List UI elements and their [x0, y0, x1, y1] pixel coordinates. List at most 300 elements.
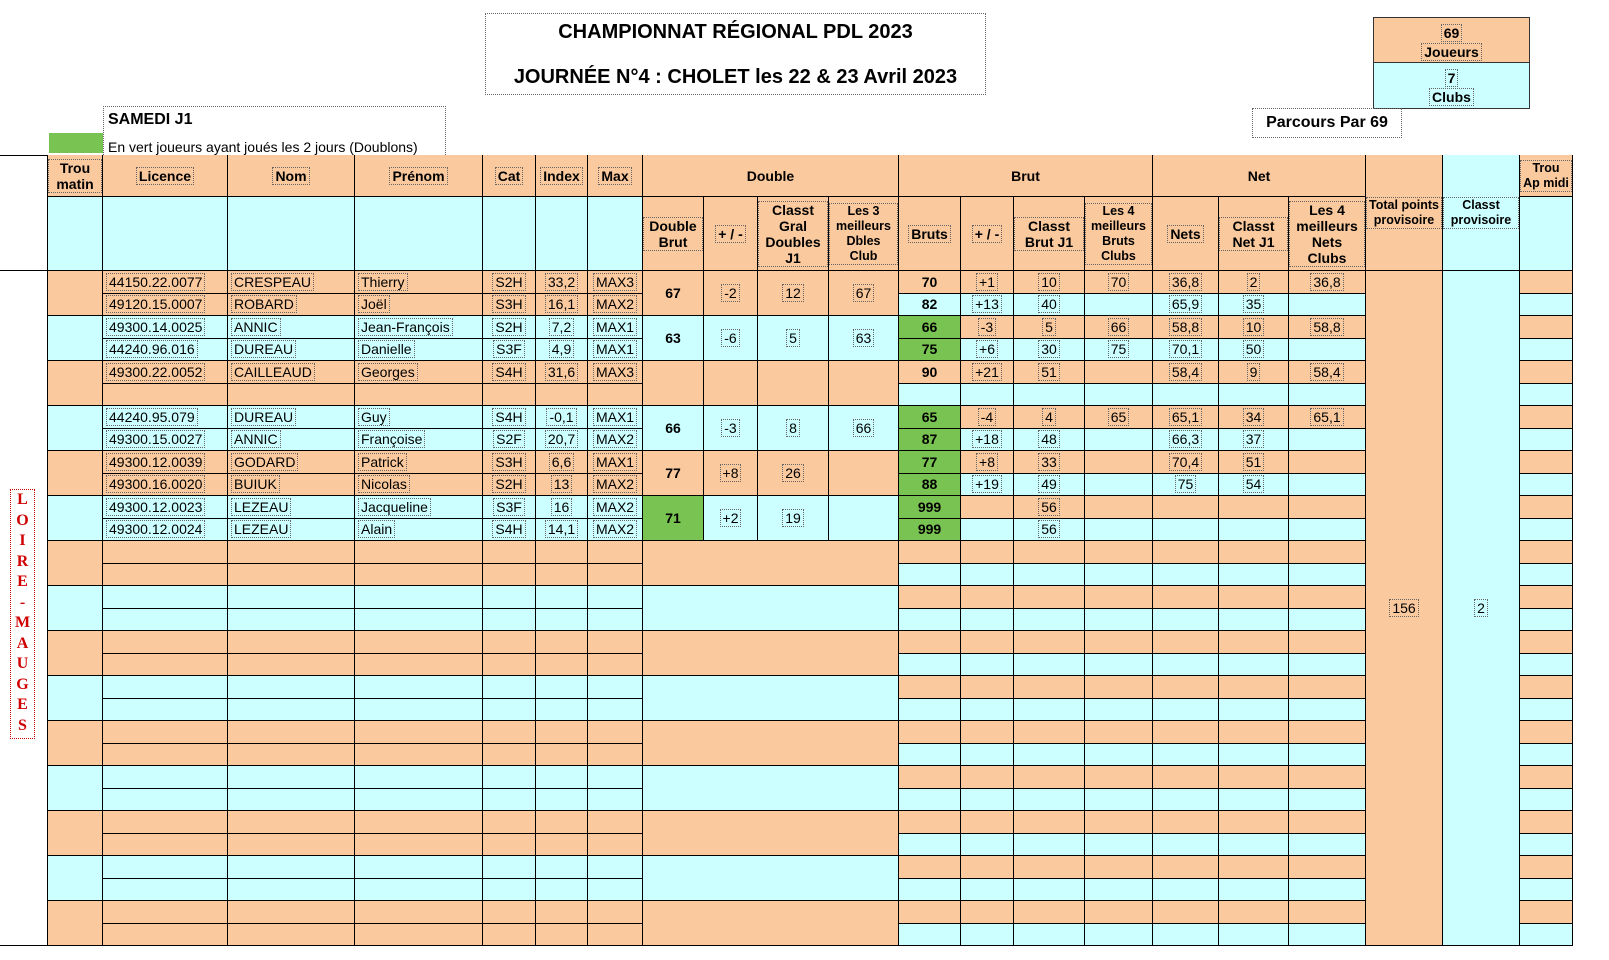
player-bruts: [899, 879, 961, 902]
player-nets: [1153, 384, 1219, 407]
double-classt: [758, 271, 829, 316]
player-cat: [483, 834, 536, 857]
player-nets: [1153, 564, 1219, 587]
player-cat-value: S2H: [492, 318, 525, 336]
trou-matin-cell: [48, 496, 103, 541]
trou-matin-cell: [48, 361, 103, 406]
player-brut-pm: [961, 924, 1014, 947]
event-subtitle: JOURNÉE N°4 : CHOLET les 22 & 23 Avril 2023: [513, 66, 958, 88]
player-licence-value: 49120.15.0007: [106, 295, 205, 313]
player-licence: [103, 834, 228, 857]
player-nom-value: BUIUK: [231, 475, 280, 493]
player-best4-brut: [1085, 721, 1153, 744]
player-prenom-value: Jacqueline: [358, 498, 431, 516]
player-cat: [483, 361, 536, 384]
player-index: [536, 316, 588, 339]
player-index-value: 16: [551, 498, 573, 516]
player-licence: [103, 586, 228, 609]
player-max: [588, 564, 643, 587]
trou-matin-cell: [48, 901, 103, 946]
player-prenom: [355, 541, 483, 564]
player-index-value: 14,1: [545, 520, 578, 538]
player-best4-brut: [1085, 699, 1153, 722]
player-bruts: [899, 721, 961, 744]
player-cat: [483, 541, 536, 564]
player-best4-net: [1289, 856, 1366, 879]
player-bruts: 87: [899, 429, 961, 452]
player-nom-value: LEZEAU: [231, 498, 291, 516]
player-best4-brut: [1085, 766, 1153, 789]
side-label-letter: A: [16, 634, 29, 652]
hdr-class-provisoire: [1443, 155, 1520, 271]
player-best4-net-value: 65,1: [1310, 408, 1343, 426]
player-best4-brut: [1085, 901, 1153, 924]
hdr-class-brut-value: Classt Brut J1: [1014, 217, 1084, 251]
player-max-value: MAX1: [593, 453, 637, 471]
trou-matin-cell: [48, 451, 103, 496]
trou-apmidi-cell: [1520, 406, 1573, 429]
player-best4-net: [1289, 654, 1366, 677]
player-max: [588, 429, 643, 452]
player-max: [588, 789, 643, 812]
double-best3: [829, 316, 899, 361]
player-best4-brut: [1085, 789, 1153, 812]
player-brut-pm: [961, 609, 1014, 632]
player-prenom-value: Thierry: [358, 273, 408, 291]
hdr-trou-apmidi-value: Trou Ap midi: [1520, 160, 1572, 192]
player-nets: [1153, 676, 1219, 699]
hdr-bruts-value: Bruts: [908, 225, 951, 243]
player-nom: [228, 316, 355, 339]
player-licence: [103, 316, 228, 339]
double-classt: [758, 361, 829, 406]
player-nets: [1153, 834, 1219, 857]
double-best3: [829, 361, 899, 406]
player-best4-brut: [1085, 879, 1153, 902]
hdr-best4-bruts-value: Les 4 meilleurs Bruts Clubs: [1085, 203, 1152, 265]
trou-matin-cell: [48, 766, 103, 811]
player-max: [588, 316, 643, 339]
player-class-net: [1219, 541, 1289, 564]
player-prenom: [355, 361, 483, 384]
player-nom: [228, 789, 355, 812]
player-prenom: [355, 901, 483, 924]
hdr-double-brut-value: Double Brut: [643, 217, 703, 251]
player-bruts: [899, 924, 961, 947]
player-licence-value: 49300.15.0027: [106, 430, 205, 448]
double-classt: [758, 451, 829, 496]
player-max-value: MAX2: [593, 430, 637, 448]
player-nom-value: LEZEAU: [231, 520, 291, 538]
player-nom: [228, 676, 355, 699]
player-nom: [228, 744, 355, 767]
player-brut-pm: [961, 294, 1014, 317]
player-class-brut: [1014, 699, 1085, 722]
player-nets: [1153, 271, 1219, 294]
player-bruts: [899, 699, 961, 722]
player-brut-pm-value: +13: [972, 295, 1002, 313]
player-best4-brut: [1085, 541, 1153, 564]
double-pm-value: -2: [721, 284, 739, 302]
player-best4-brut: [1085, 924, 1153, 947]
player-index: [536, 361, 588, 384]
player-class-net: [1219, 586, 1289, 609]
player-brut-pm-value: +6: [976, 340, 998, 358]
player-prenom: [355, 699, 483, 722]
trou-apmidi-cell: [1520, 721, 1573, 744]
double-best3-value: 66: [853, 419, 875, 437]
player-max: [588, 766, 643, 789]
player-prenom: [355, 721, 483, 744]
player-bruts: [899, 811, 961, 834]
player-best4-brut: [1085, 834, 1153, 857]
player-prenom: [355, 586, 483, 609]
trou-matin-cell: [48, 586, 103, 631]
side-label-letter: G: [16, 675, 29, 693]
player-class-net: [1219, 384, 1289, 407]
player-nets: [1153, 789, 1219, 812]
player-class-brut: [1014, 541, 1085, 564]
player-prenom: [355, 451, 483, 474]
player-prenom: [355, 429, 483, 452]
player-cat: [483, 586, 536, 609]
player-max-value: MAX2: [593, 295, 637, 313]
player-best4-net: [1289, 901, 1366, 924]
player-class-brut-value: 40: [1038, 295, 1060, 313]
player-prenom: [355, 564, 483, 587]
player-cat: [483, 879, 536, 902]
hdr-max: [588, 155, 643, 197]
player-prenom-value: Danielle: [358, 340, 415, 358]
double-classt-value: 8: [786, 419, 800, 437]
player-class-brut: [1014, 339, 1085, 362]
player-best4-net: [1289, 474, 1366, 497]
player-class-net: [1219, 474, 1289, 497]
hdr-class-gral-doubles: [758, 197, 829, 271]
player-licence: [103, 901, 228, 924]
player-class-net-value: 37: [1243, 430, 1265, 448]
double-classt-value: 5: [786, 329, 800, 347]
player-nom: [228, 564, 355, 587]
hdr-nets: [1153, 197, 1219, 271]
hdr-class-gral-doubles-value: Classt Gral Doubles J1: [758, 201, 828, 267]
player-prenom: [355, 406, 483, 429]
player-licence-value: 44150.22.0077: [106, 273, 205, 291]
double-empty: [643, 811, 899, 856]
player-class-brut: [1014, 384, 1085, 407]
player-bruts: [899, 609, 961, 632]
trou-apmidi-cell: [1520, 541, 1573, 564]
player-class-net: [1219, 699, 1289, 722]
player-best4-brut: [1085, 361, 1153, 384]
player-index: [536, 429, 588, 452]
player-index-value: 16,1: [545, 295, 578, 313]
player-class-brut: [1014, 856, 1085, 879]
hdr-total-points: [1366, 155, 1443, 271]
player-brut-pm: [961, 564, 1014, 587]
player-bruts: 82: [899, 294, 961, 317]
double-best3: [829, 271, 899, 316]
player-best4-brut: [1085, 451, 1153, 474]
player-best4-brut-value: 65: [1108, 408, 1130, 426]
player-best4-net: [1289, 789, 1366, 812]
player-class-net-value: 34: [1243, 408, 1265, 426]
player-index: [536, 294, 588, 317]
player-licence-value: 49300.12.0024: [106, 520, 205, 538]
player-class-brut-value: 33: [1038, 453, 1060, 471]
player-nom: [228, 586, 355, 609]
player-index: [536, 496, 588, 519]
player-prenom-value: Françoise: [358, 430, 425, 448]
player-nom: [228, 609, 355, 632]
hdr-index: [536, 155, 588, 197]
trou-apmidi-cell: [1520, 451, 1573, 474]
player-max: [588, 676, 643, 699]
player-index: [536, 519, 588, 542]
player-max-value: MAX1: [593, 408, 637, 426]
trou-matin-cell: [48, 406, 103, 451]
player-index: [536, 721, 588, 744]
player-cat: [483, 451, 536, 474]
player-class-brut-value: 51: [1038, 363, 1060, 381]
player-max: [588, 586, 643, 609]
player-brut-pm: [961, 676, 1014, 699]
player-nets: [1153, 766, 1219, 789]
player-nom: [228, 384, 355, 407]
player-class-brut: [1014, 924, 1085, 947]
player-cat: [483, 654, 536, 677]
player-brut-pm-value: +8: [976, 453, 998, 471]
double-classt-value: 26: [782, 464, 804, 482]
player-max: [588, 879, 643, 902]
player-class-net: [1219, 451, 1289, 474]
player-best4-net: [1289, 924, 1366, 947]
player-licence-value: 44240.96.016: [106, 340, 198, 358]
player-class-brut: [1014, 564, 1085, 587]
hdr-licence-value: Licence: [136, 167, 194, 185]
hdr-double-group: Double: [643, 155, 899, 197]
player-bruts: 65: [899, 406, 961, 429]
player-best4-brut: [1085, 339, 1153, 362]
player-bruts: [899, 541, 961, 564]
double-brut: [643, 361, 704, 406]
player-max: [588, 901, 643, 924]
player-cat: [483, 766, 536, 789]
player-class-brut-value: 48: [1038, 430, 1060, 448]
player-prenom-value: Nicolas: [358, 475, 410, 493]
hdr-bruts: [899, 197, 961, 271]
hdr-total-points-value: Total points provisoire: [1366, 197, 1442, 229]
player-index-value: 20,7: [545, 430, 578, 448]
player-bruts: 999: [899, 519, 961, 542]
session-label: SAMEDI J1: [108, 111, 193, 128]
player-best4-net: [1289, 766, 1366, 789]
player-nets-value: 66,3: [1169, 430, 1202, 448]
player-class-net: [1219, 654, 1289, 677]
player-index: [536, 834, 588, 857]
player-max: [588, 924, 643, 947]
player-nom: [228, 699, 355, 722]
player-nom-value: ANNIC: [231, 430, 281, 448]
player-licence: [103, 879, 228, 902]
player-index: [536, 676, 588, 699]
player-nom-value: DUREAU: [231, 408, 296, 426]
player-best4-net: [1289, 451, 1366, 474]
player-best4-net: [1289, 676, 1366, 699]
player-class-net: [1219, 924, 1289, 947]
player-licence: [103, 744, 228, 767]
player-max: [588, 406, 643, 429]
player-class-brut: [1014, 294, 1085, 317]
hdr-best3-dbles-value: Les 3 meilleurs Dbles Club: [829, 203, 898, 265]
player-class-net-value: 50: [1243, 340, 1265, 358]
double-empty: [643, 586, 899, 631]
player-class-net: [1219, 361, 1289, 384]
hdr-best4-nets: [1289, 197, 1366, 271]
player-bruts: [899, 676, 961, 699]
player-best4-brut: [1085, 654, 1153, 677]
player-prenom-value: Patrick: [358, 453, 407, 471]
player-index-value: 6,6: [549, 453, 574, 471]
player-best4-net: [1289, 541, 1366, 564]
player-licence: [103, 631, 228, 654]
hdr-prenom-value: Prénom: [389, 167, 447, 185]
player-nets: [1153, 361, 1219, 384]
trou-apmidi-cell: [1520, 631, 1573, 654]
double-best3: [829, 451, 899, 496]
player-nom: [228, 766, 355, 789]
player-nom: [228, 541, 355, 564]
player-licence-value: 49300.12.0023: [106, 498, 205, 516]
hdr-licence: [103, 155, 228, 197]
player-licence: [103, 384, 228, 407]
player-class-net: [1219, 406, 1289, 429]
double-empty: [643, 766, 899, 811]
player-index-value: 33,2: [545, 273, 578, 291]
class-provisoire-value: [1443, 271, 1520, 946]
player-index: [536, 451, 588, 474]
player-bruts: [899, 744, 961, 767]
player-max: [588, 294, 643, 317]
player-brut-pm: [961, 834, 1014, 857]
player-licence: [103, 721, 228, 744]
side-label-letter: E: [17, 696, 28, 713]
player-bruts: [899, 789, 961, 812]
player-cat: [483, 271, 536, 294]
player-class-net: [1219, 879, 1289, 902]
player-max-value: MAX1: [593, 340, 637, 358]
player-nom-value: ANNIC: [231, 318, 281, 336]
player-class-net: [1219, 564, 1289, 587]
hdr-double-pm-value: + / -: [715, 225, 746, 243]
hdr-index-value: Index: [540, 167, 583, 185]
player-class-net: [1219, 721, 1289, 744]
player-cat: [483, 901, 536, 924]
side-label-letter: S: [18, 716, 27, 734]
player-max: [588, 654, 643, 677]
player-class-brut-value: 56: [1038, 498, 1060, 516]
player-prenom-value: Alain: [358, 520, 395, 538]
player-licence-value: 49300.14.0025: [106, 318, 205, 336]
player-nets: [1153, 474, 1219, 497]
player-cat-value: S2F: [493, 430, 525, 448]
player-bruts: [899, 586, 961, 609]
player-licence: [103, 339, 228, 362]
player-max: [588, 811, 643, 834]
player-best4-brut: [1085, 271, 1153, 294]
double-pm: [704, 316, 758, 361]
player-class-net: [1219, 676, 1289, 699]
trou-matin-cell: [48, 631, 103, 676]
player-licence: [103, 654, 228, 677]
player-cat: [483, 316, 536, 339]
hdr-best3-dbles: [829, 197, 899, 271]
player-class-brut: [1014, 361, 1085, 384]
player-class-net: [1219, 271, 1289, 294]
header-base-line: [0, 270, 48, 271]
player-nom-value: ROBARD: [231, 295, 297, 313]
player-cat: [483, 721, 536, 744]
championship-title: CHAMPIONNAT RÉGIONAL PDL 2023: [558, 21, 913, 43]
hdr-double-pm: [704, 197, 758, 271]
player-cat: [483, 474, 536, 497]
player-nom: [228, 924, 355, 947]
trou-apmidi-cell: [1520, 316, 1573, 339]
class-provisoire-value-value: 2: [1474, 599, 1488, 617]
player-bruts: [899, 834, 961, 857]
trou-apmidi-cell: [1520, 564, 1573, 587]
player-nom-value: GODARD: [231, 453, 298, 471]
double-pm-value: +2: [720, 509, 742, 527]
hdr-double-brut: [643, 197, 704, 271]
player-max: [588, 834, 643, 857]
club-side-label: [10, 489, 35, 739]
hdr-brut-group: Brut: [899, 155, 1153, 197]
player-cat-value: S4H: [492, 520, 525, 538]
player-best4-net-value: 58,8: [1310, 318, 1343, 336]
player-cat: [483, 631, 536, 654]
player-index: [536, 339, 588, 362]
player-class-brut: [1014, 429, 1085, 452]
player-cat: [483, 406, 536, 429]
player-bruts: [899, 631, 961, 654]
trou-matin-cell: [48, 541, 103, 586]
player-best4-brut: [1085, 316, 1153, 339]
hdr-index-sub: [536, 197, 588, 271]
player-licence: [103, 541, 228, 564]
player-bruts: 90: [899, 361, 961, 384]
double-brut: 77: [643, 451, 704, 496]
player-class-net-value: 54: [1243, 475, 1265, 493]
double-empty: [643, 631, 899, 676]
player-nom: [228, 339, 355, 362]
player-best4-brut: [1085, 856, 1153, 879]
player-prenom: [355, 924, 483, 947]
player-best4-brut: [1085, 631, 1153, 654]
player-brut-pm: [961, 429, 1014, 452]
hdr-trou-matin-sub: [48, 197, 103, 271]
player-nets: [1153, 519, 1219, 542]
double-classt: [758, 496, 829, 541]
player-cat: [483, 744, 536, 767]
player-best4-net-value: 36,8: [1310, 273, 1343, 291]
player-index: [536, 856, 588, 879]
player-best4-net: [1289, 384, 1366, 407]
player-cat-value: S4H: [492, 408, 525, 426]
trou-apmidi-cell: [1520, 496, 1573, 519]
player-brut-pm: [961, 901, 1014, 924]
player-brut-pm: [961, 316, 1014, 339]
